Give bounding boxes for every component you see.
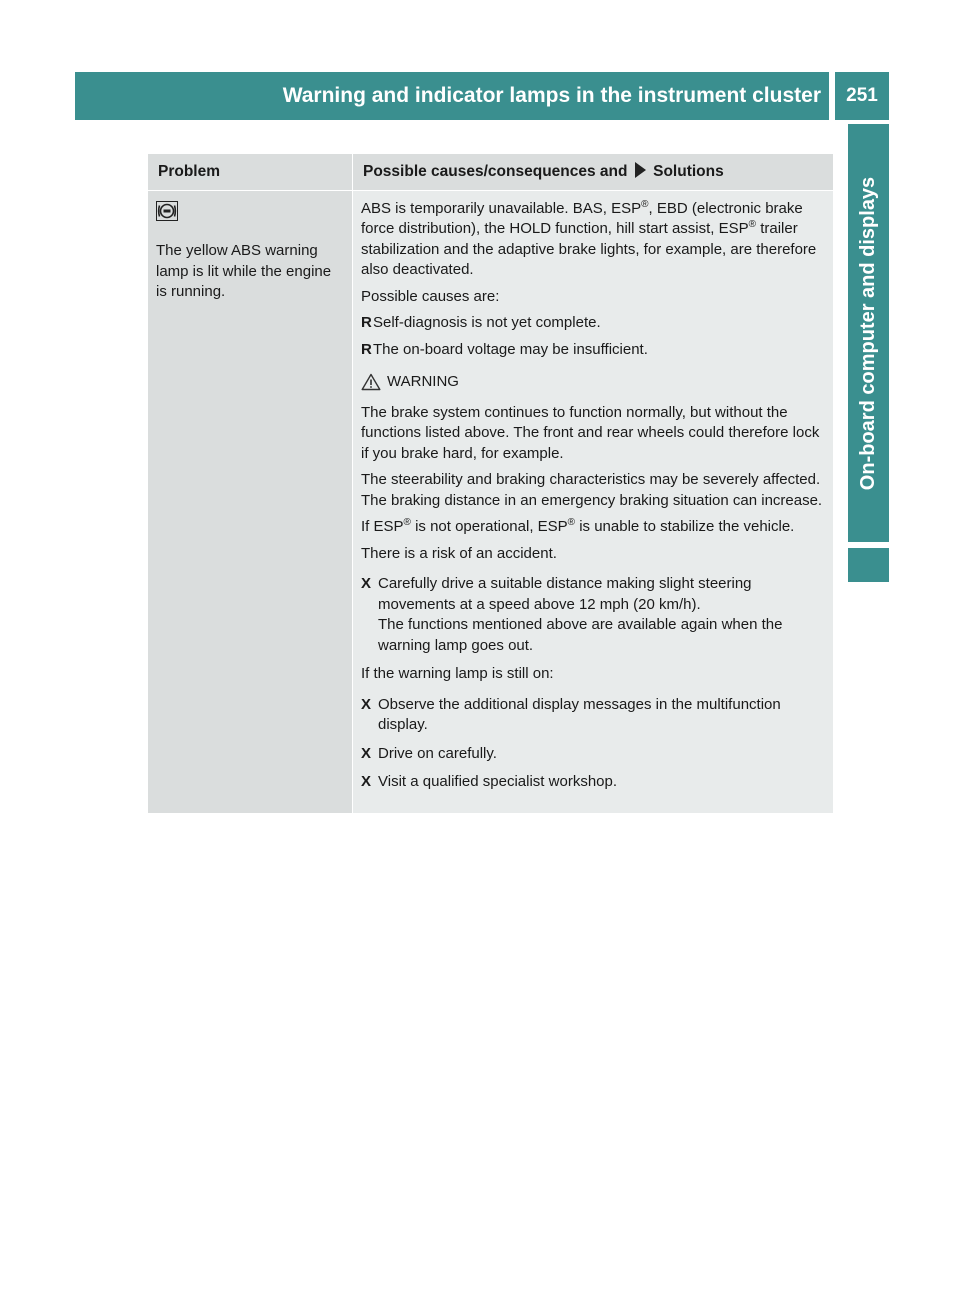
warning-triangle-icon — [361, 373, 381, 391]
warning-paragraph: The brake system continues to function normally, but without the functions listed above. The front and rear wheels could therefore lock if you brake hard, for example. — [361, 403, 820, 462]
page-header-title-bar — [75, 72, 829, 120]
column-header-causes-label: Possible causes/consequences and — [363, 162, 628, 180]
esp-text-b: is not operational, ESP — [410, 518, 568, 535]
problem-cell — [148, 190, 353, 813]
list-item — [361, 340, 825, 361]
list-item — [361, 574, 825, 656]
solutions-cell — [353, 190, 834, 813]
warning-paragraph: The steerability and braking characteristics may be severely affected. The braking distance in an emergency braking situation can increase. — [361, 471, 823, 509]
warning-label: WARNING — [387, 373, 459, 390]
list-item — [361, 772, 825, 793]
page-number: 251 — [835, 72, 889, 120]
side-chapter-tab-label: On-board computer and displays — [857, 176, 880, 490]
intro-text-c: trailer stabilization and the adaptive brake lights, for example, are therefore also deactivated. — [361, 220, 817, 278]
registered-mark: ® — [641, 198, 649, 210]
causes-title: Possible causes are: — [361, 287, 500, 305]
page-header-title: Warning and indicator lamps in the instrument cluster — [282, 84, 821, 107]
step-text — [378, 574, 825, 656]
bullet-marker: R — [361, 340, 372, 358]
abs-warning-lamp-icon — [156, 201, 178, 228]
step-text-line: Carefully drive a suitable distance making slight steering movements at a speed above 12 mph (20 km/h). — [378, 575, 752, 613]
still-on-text: If the warning lamp is still on: — [361, 665, 554, 682]
step-text: Drive on carefully. — [378, 744, 497, 762]
warning-paragraph: There is a risk of an accident. — [361, 544, 557, 562]
intro-text-a: ABS is temporarily unavailable. BAS, ESP — [361, 199, 642, 217]
step-marker: X — [361, 773, 372, 790]
list-item — [361, 744, 825, 765]
side-chapter-tab-label-wrap — [848, 124, 889, 542]
registered-mark: ® — [748, 219, 757, 230]
arrow-right-icon — [635, 162, 646, 178]
problem-solution-table — [148, 154, 833, 813]
warning-heading — [361, 372, 825, 393]
table-row — [148, 190, 833, 813]
esp-text-c: is unable to stabilize the vehicle. — [575, 518, 795, 535]
column-header-problem: Problem — [148, 154, 353, 190]
cause-text: The on-board voltage may be insufficient. — [373, 340, 648, 358]
intro-paragraph — [361, 199, 825, 281]
step-text: Observe the additional display messages in the multifunction display. — [378, 695, 781, 733]
registered-mark: ® — [403, 517, 411, 528]
step-marker: X — [361, 575, 372, 592]
step-marker: X — [361, 695, 372, 713]
cause-text: Self-diagnosis is not yet complete. — [373, 314, 601, 331]
registered-mark: ® — [567, 517, 576, 528]
column-header-solutions — [353, 154, 834, 190]
side-tab-marker — [848, 548, 889, 582]
problem-description: The yellow ABS warning lamp is lit while the engine is running. — [156, 242, 332, 300]
column-header-solutions-label: Solutions — [653, 162, 724, 180]
step-text-line: The functions mentioned above are available again when the warning lamp goes out. — [378, 616, 783, 654]
step-text: Visit a qualified specialist workshop. — [378, 773, 618, 790]
warning-paragraph — [361, 517, 825, 538]
step-marker: X — [361, 744, 372, 762]
table-header-row — [148, 154, 833, 190]
list-item — [361, 313, 825, 334]
esp-text-a: If ESP — [361, 518, 404, 535]
bullet-marker: R — [361, 314, 372, 331]
list-item — [361, 695, 825, 736]
intro-text-b: , EBD (electronic brake force distribution), the HOLD function, hill start assist, ESP — [361, 199, 803, 237]
